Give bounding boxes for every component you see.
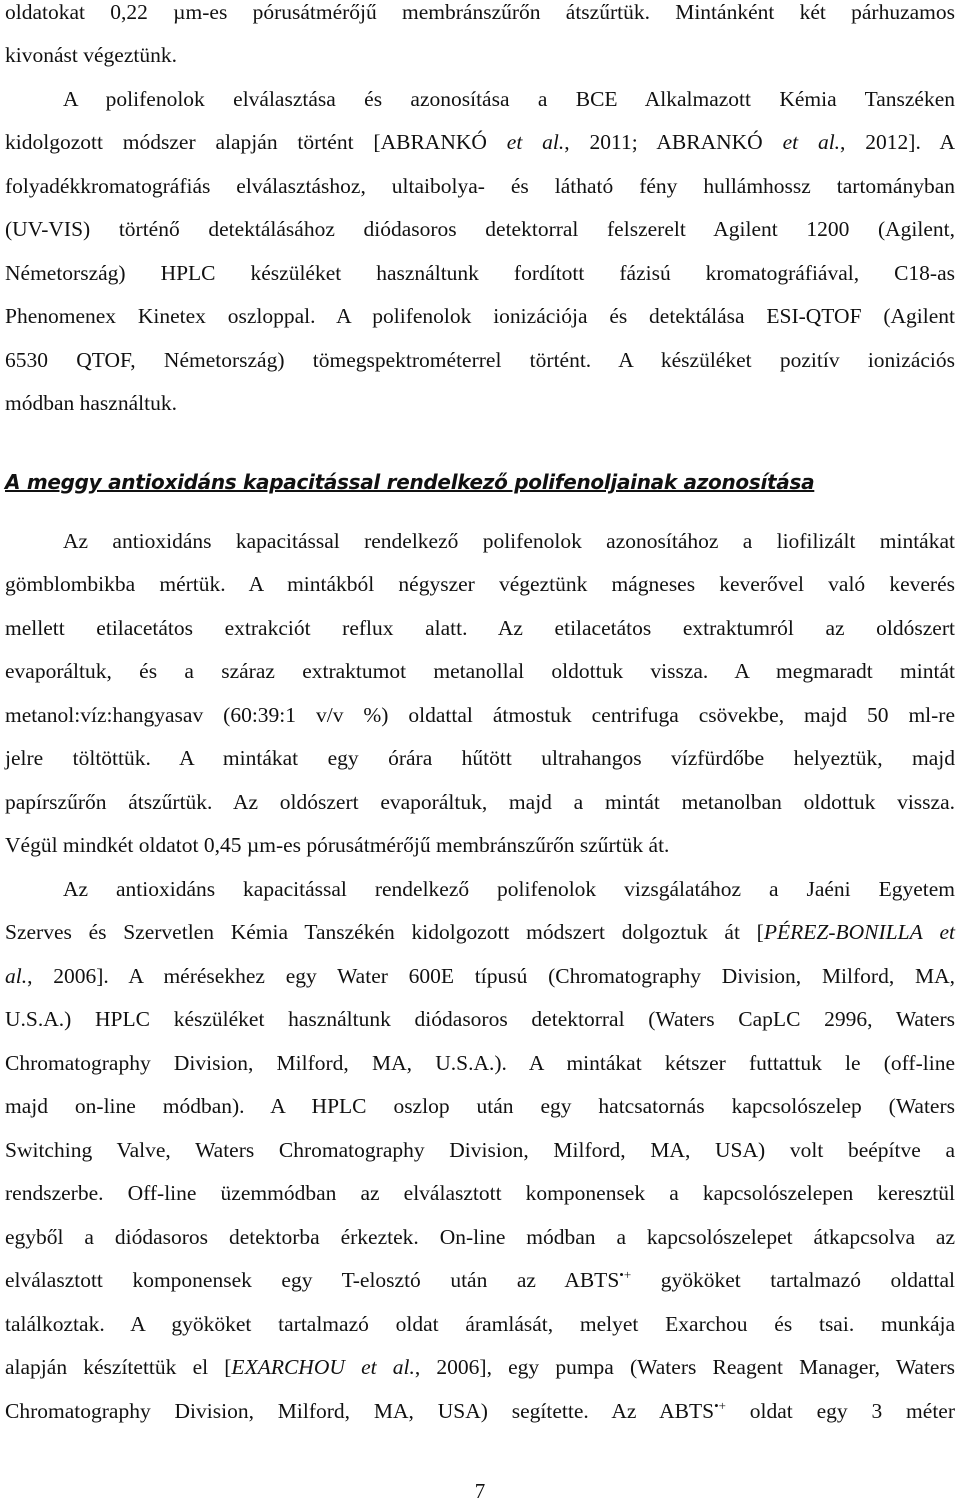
paragraph-line: (UV-VIS) történő detektálásához diódasoros detektorral felszerelt Agilent 1200 (Agilent, bbox=[5, 217, 955, 241]
paragraph-line: A polifenolok elválasztása és azonosítása a BCE Alkalmazott Kémia Tanszéken bbox=[63, 87, 955, 111]
paragraph-line: jelre töltöttük. A mintákat egy órára hűtött ultrahangos vízfürdőbe helyeztük, majd bbox=[5, 746, 955, 770]
paragraph-line: Az antioxidáns kapacitással rendelkező polifenolok azonosítához a liofilizált mintákat bbox=[63, 529, 955, 553]
paragraph-line: Phenomenex Kinetex oszloppal. A polifenolok ionizációja és detektálása ESI-QTOF (Agilent bbox=[5, 304, 955, 328]
paragraph-line: módban használtuk. bbox=[5, 391, 177, 415]
paragraph-line: metanol:víz:hangyasav (60:39:1 v/v %) oldattal átmostuk centrifuga csövekbe, majd 50 ml-re bbox=[5, 703, 955, 727]
paragraph-line: mellett etilacetátos extrakciót reflux alatt. Az etilacetátos extraktumról az oldószert bbox=[5, 616, 955, 640]
radical-superscript: •+ bbox=[714, 1397, 726, 1413]
page-number: 7 bbox=[474, 1479, 486, 1503]
paragraph-line: oldatokat 0,22 µm-es pórusátmérőjű membránszűrőn átszűrtük. Mintánként két párhuzamos bbox=[5, 0, 955, 24]
paragraph-line: papírszűrőn átszűrtük. Az oldószert evaporáltuk, majd a mintát metanolban oldottuk vissza. bbox=[5, 790, 955, 814]
paragraph-line: kivonást végeztünk. bbox=[5, 43, 177, 67]
paragraph-line: egyből a diódasoros detektorba érkeztek. On-line módban a kapcsolószelepet átkapcsolva az bbox=[5, 1225, 955, 1249]
paragraph-line: U.S.A.) HPLC készüléket használtunk diódasoros detektorral (Waters CapLC 2996, Waters bbox=[5, 1007, 955, 1031]
paragraph-line: Chromatography Division, Milford, MA, U.S.A.). A mintákat kétszer futtattuk le (off-line bbox=[5, 1051, 955, 1075]
citation: PÉREZ-BONILLA et bbox=[763, 920, 955, 944]
paragraph-line: Az antioxidáns kapacitással rendelkező polifenolok vizsgálatához a Jaéni Egyetem bbox=[63, 877, 955, 901]
citation: EXARCHOU et al. bbox=[231, 1355, 415, 1379]
paragraph-line: Chromatography Division, Milford, MA, USA) segítette. Az ABTS•+ oldat egy 3 méter bbox=[5, 1397, 955, 1423]
paragraph-line: folyadékkromatográfiás elválasztáshoz, ultaibolya- és látható fény hullámhossz tartományban bbox=[5, 174, 955, 198]
paragraph-line: Németország) HPLC készüléket használtunk fordított fázisú kromatográfiával, C18-as bbox=[5, 261, 955, 285]
paragraph-line: Switching Valve, Waters Chromatography Division, Milford, MA, USA) volt beépítve a bbox=[5, 1138, 955, 1162]
paragraph-line: al., 2006]. A mérésekhez egy Water 600E típusú (Chromatography Division, Milford, MA, bbox=[5, 964, 955, 988]
paragraph-line: majd on-line módban). A HPLC oszlop után egy hatcsatornás kapcsolószelep (Waters bbox=[5, 1094, 955, 1118]
paragraph-line: evaporáltuk, és a száraz extraktumot metanollal oldottuk vissza. A megmaradt mintát bbox=[5, 659, 955, 683]
section-heading: A meggy antioxidáns kapacitással rendelkező polifenoljainak azonosítása bbox=[5, 470, 815, 494]
paragraph-line: gömblombikba mértük. A mintákból négyszer végeztünk mágneses keverővel való keverés bbox=[5, 572, 955, 596]
paragraph-line: elválasztott komponensek egy T-elosztó után az ABTS•+ gyököket tartalmazó oldattal bbox=[5, 1266, 955, 1292]
paragraph-line: 6530 QTOF, Németország) tömegspektrométerrel történt. A készüléket pozitív ionizációs bbox=[5, 348, 955, 372]
paragraph-line: Szerves és Szervetlen Kémia Tanszékén kidolgozott módszert dolgoztuk át [PÉREZ-BONILLA et bbox=[5, 920, 955, 944]
paragraph-line: találkoztak. A gyököket tartalmazó oldat áramlását, melyet Exarchou és tsai. munkája bbox=[5, 1312, 955, 1336]
paragraph-line: kidolgozott módszer alapján történt [ABRANKÓ et al., 2011; ABRANKÓ et al., 2012]. A bbox=[5, 130, 956, 154]
citation: ABRANKÓ et al., 2011; ABRANKÓ et al. bbox=[380, 130, 841, 154]
paragraph-line: rendszerbe. Off-line üzemmódban az elválasztott komponensek a kapcsolószelepen keresztül bbox=[5, 1181, 955, 1205]
paragraph-line: Végül mindkét oldatot 0,45 µm-es pórusátmérőjű membránszűrőn szűrtük át. bbox=[5, 833, 670, 857]
radical-superscript: •+ bbox=[619, 1266, 632, 1282]
paragraph-line: alapján készítettük el [EXARCHOU et al., 2006], egy pumpa (Waters Reagent Manager, Waters bbox=[5, 1355, 955, 1379]
